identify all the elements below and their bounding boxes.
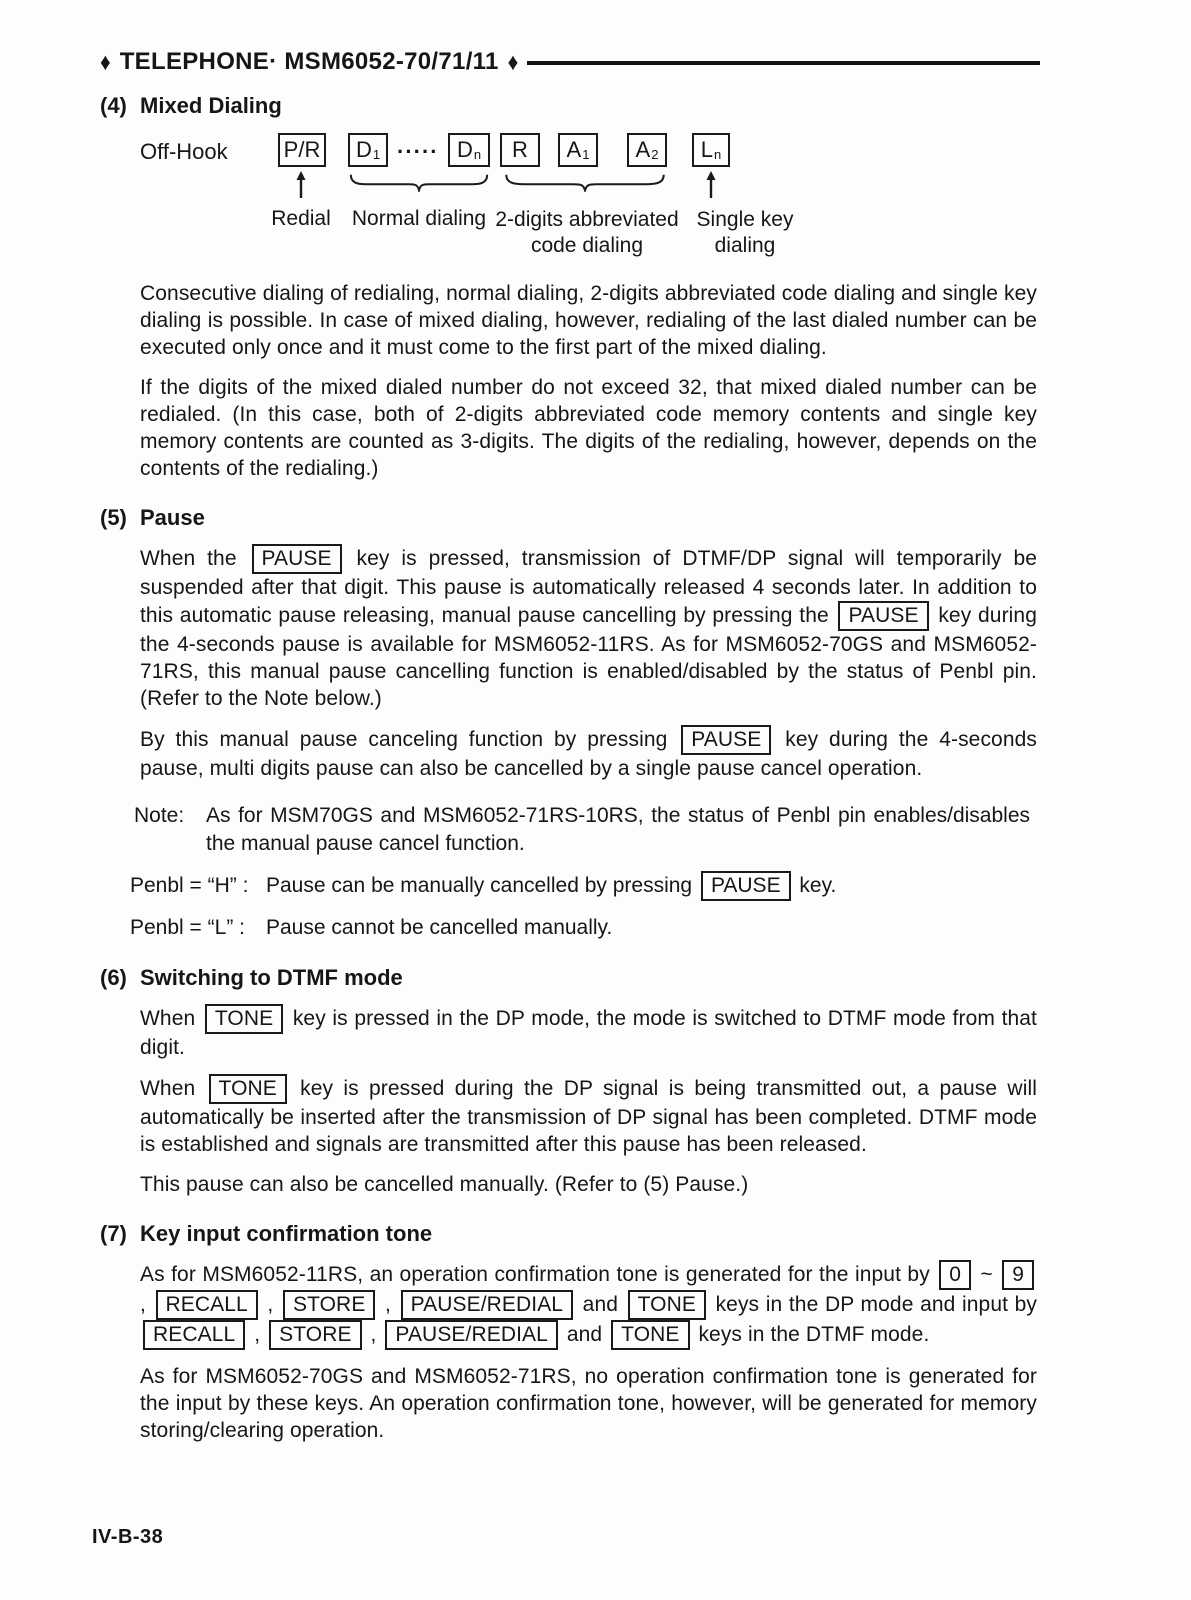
inline-key-pause-redial: PAUSE/REDIAL — [385, 1320, 558, 1350]
key-ln-box: L $_n$ — [692, 133, 730, 167]
section-7 — [100, 1220, 1040, 1444]
caption-single-key-dialing: Single key dialing — [696, 208, 794, 257]
key-r-box: R — [500, 133, 540, 167]
key-dn-box: D $_n$ — [448, 133, 490, 167]
section-heading — [100, 92, 1040, 119]
inline-key-tone: TONE — [611, 1320, 689, 1350]
section-4 — [100, 92, 1040, 482]
inline-key-pause: PAUSE — [252, 544, 342, 574]
definition-text: Pause can be manually cancelled by pressing PAUSE key. — [266, 874, 836, 897]
section-number: (6) — [100, 965, 127, 990]
key-pr-box: P/R — [278, 133, 326, 167]
caption-normal-dialing: Normal dialing — [351, 207, 487, 230]
section-title: Mixed Dialing — [140, 93, 282, 118]
paragraph: If the digits of the mixed dialed number do not exceed 32, that mixed dialed number can be redialed. (In this case, both of 2-digits abbreviated code memory contents and single key memory contents are counted as 3-digits. The digits of the redialing, however, depends on the contents of the redialing.) — [140, 376, 1037, 480]
caption-abbreviated-code-dialing: 2-digits abbreviated code dialing — [495, 208, 679, 257]
diamond-icon: ♦ — [100, 48, 111, 76]
note-text: As for MSM70GS and MSM6052-71RS-10RS, the status of Penbl pin enables/disables the manual pause cancel function. — [206, 804, 1030, 855]
arrow-up-icon — [705, 171, 717, 198]
definition-label: Penbl = “H” : — [130, 874, 249, 897]
document-body — [100, 92, 1040, 1444]
diamond-icon: ♦ — [507, 48, 519, 76]
inline-key-pause-redial: PAUSE/REDIAL — [401, 1290, 574, 1320]
section-heading — [100, 504, 1040, 531]
inline-key-store: STORE — [283, 1290, 375, 1320]
header-rule — [527, 61, 1040, 65]
inline-key-recall: RECALL — [156, 1290, 258, 1320]
page-header — [100, 48, 1040, 76]
paragraph: This pause can also be cancelled manually. (Refer to (5) Pause.) — [140, 1173, 749, 1196]
paragraph: As for MSM6052-11RS, an operation confirmation tone is generated for the input by 0 ~ 9 , RECALL , STORE , PAUSE/REDIAL and TONE keys in the DP mode and input by RECALL , STORE , PAUSE/REDIAL and TONE keys in the DTMF mode. — [140, 1260, 1037, 1350]
offhook-label: Off-Hook — [140, 139, 228, 164]
definition-row — [130, 871, 1040, 901]
paragraph: When the PAUSE key is pressed, transmission of DTMF/DP signal will temporarily be suspended after that digit. This pause is automatically released 4 seconds later. In addition to this automatic pause releasing, manual pause cancelling by pressing the PAUSE key during the 4-seconds pause is available for MSM6052-11RS. As for MSM6052-70GS and MSM6052-71RS, this manual pause cancelling function is enabled/disabled by the status of Penbl pin. (Refer to the Note below.) — [140, 544, 1037, 712]
inline-key-pause: PAUSE — [838, 601, 928, 631]
caption-redial: Redial — [271, 207, 331, 230]
section-number: (7) — [100, 1221, 127, 1246]
underbrace-icon — [348, 173, 490, 192]
definition-label: Penbl = “L” : — [130, 916, 245, 939]
arrow-up-icon — [295, 171, 307, 198]
section-title: Key input confirmation tone — [140, 1221, 433, 1246]
section-number: (5) — [100, 505, 127, 530]
key-a2-box: A $_2$ — [627, 133, 667, 167]
inline-key-store: STORE — [269, 1320, 361, 1350]
note-label: Note: — [134, 804, 185, 827]
section-heading — [100, 1220, 1040, 1247]
underbrace-icon — [503, 173, 667, 192]
inline-key-pause: PAUSE — [681, 725, 771, 755]
paragraph: When TONE key is pressed during the DP signal is being transmitted out, a pause will automatically be inserted after the transmission of DP signal has been completed. DTMF mode is established and signals are transmitted after this pause has been released. — [140, 1074, 1037, 1158]
ellipsis-dots: ····· — [397, 139, 439, 164]
section-title: Pause — [140, 505, 205, 530]
header-title: TELEPHONE· MSM6052-70/71/11 — [119, 48, 499, 75]
inline-key-0: 0 — [939, 1260, 971, 1290]
definition-row — [130, 914, 1040, 942]
definition-text: Pause cannot be cancelled manually. — [266, 916, 613, 939]
key-d1-box: D $_1$ — [348, 133, 388, 167]
mixed-dialing-diagram — [100, 127, 1040, 267]
inline-key-tone: TONE — [628, 1290, 706, 1320]
paragraph: Consecutive dialing of redialing, normal dialing, 2-digits abbreviated code dialing and single key dialing is possible. In case of mixed dialing, however, redialing of the last dialed number can be executed only once and it must come to the first part of the mixed dialing. — [140, 282, 1037, 359]
inline-key-9: 9 — [1002, 1260, 1034, 1290]
note-block — [136, 802, 1030, 858]
inline-key-tone: TONE — [205, 1004, 283, 1034]
paragraph: When TONE key is pressed in the DP mode, the mode is switched to DTMF mode from that digit. — [140, 1004, 1037, 1061]
page-number: IV-B-38 — [92, 1526, 164, 1548]
inline-key-recall: RECALL — [143, 1320, 245, 1350]
paragraph: As for MSM6052-70GS and MSM6052-71RS, no operation confirmation tone is generated for the input by these keys. An operation confirmation tone, however, will be generated for memory storing/clearing operation. — [140, 1365, 1037, 1442]
inline-key-pause: PAUSE — [701, 871, 791, 901]
paragraph: By this manual pause canceling function by pressing PAUSE key during the 4-seconds pause, multi digits pause can also be cancelled by a single pause cancel operation. — [140, 725, 1037, 782]
page-footer — [92, 1526, 163, 1549]
section-title: Switching to DTMF mode — [140, 965, 403, 990]
section-6 — [100, 964, 1040, 1198]
key-a1-box: A $_1$ — [558, 133, 598, 167]
section-number: (4) — [100, 93, 127, 118]
section-heading — [100, 964, 1040, 991]
inline-key-tone: TONE — [209, 1074, 287, 1104]
section-5 — [100, 504, 1040, 942]
